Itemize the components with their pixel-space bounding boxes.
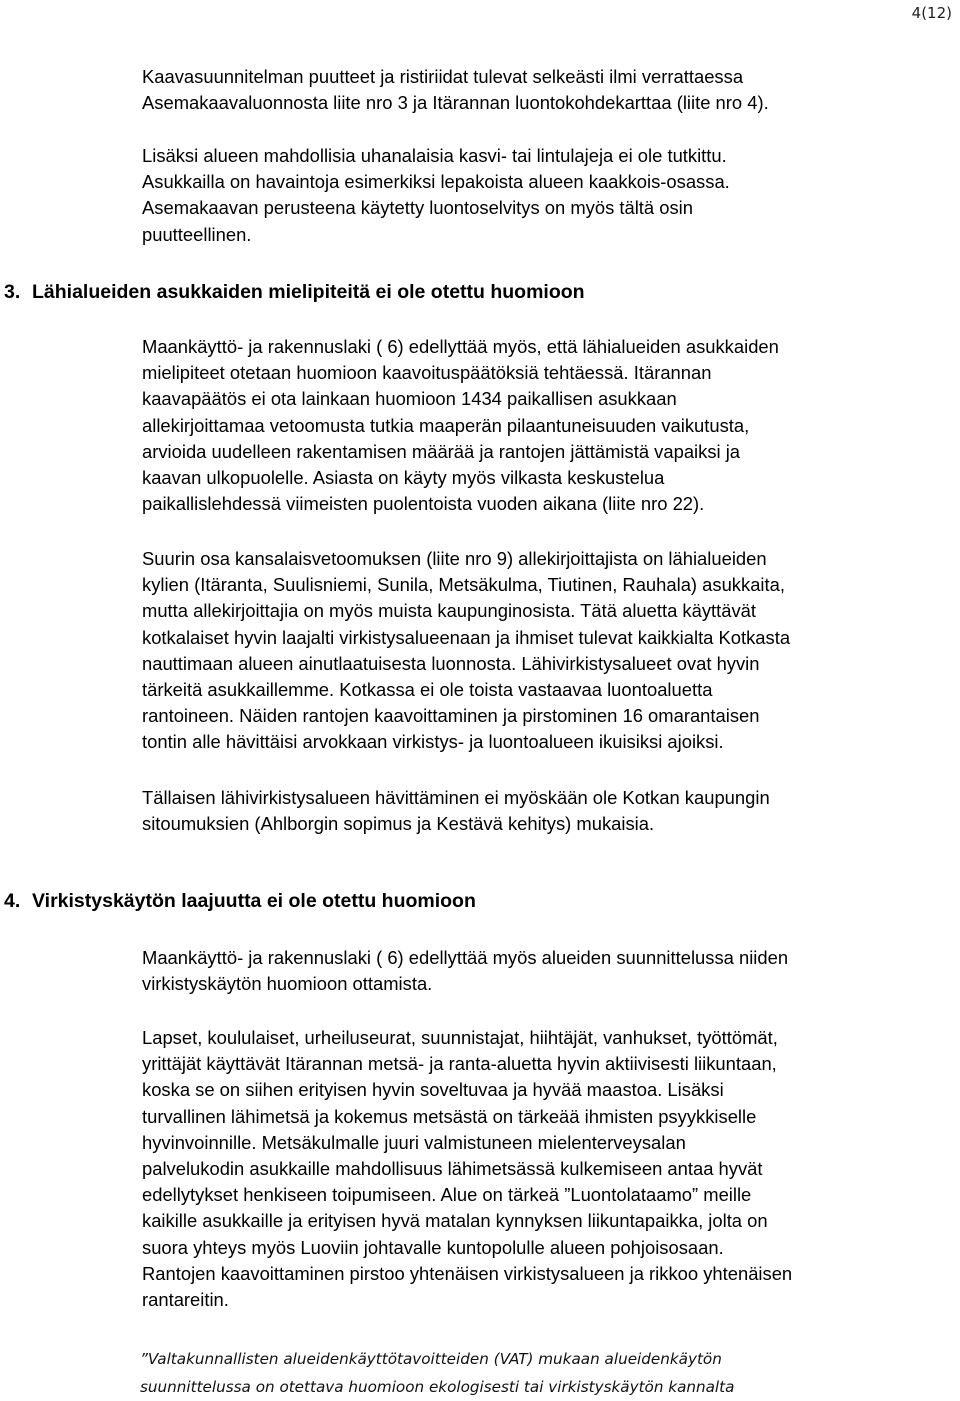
text-line: allekirjoittamaa vetoomusta tutkia maaperän pilaantuneisuuden vaikutusta, bbox=[142, 414, 750, 436]
text-line: Lapset, koululaiset, urheiluseurat, suunnistajat, hiihtäjät, vanhukset, työttömät, bbox=[142, 1027, 778, 1048]
text-line: suora yhteys myös Luoviin johtavalle kuntopolulle alueen pohjoisosaan. bbox=[142, 1236, 724, 1258]
text-line: kylien (Itäranta, Suulisniemi, Sunila, Metsäkulma, Tiutinen, Rauhala) asukkaita, bbox=[142, 574, 785, 596]
text-line: ”Valtakunnallisten alueidenkäyttötavoitteiden (VAT) mukaan alueidenkäytön bbox=[140, 1350, 722, 1368]
text-line: rantoineen. Näiden rantojen kaavoittaminen ja pirstominen 16 omarantaisen bbox=[142, 705, 760, 727]
text-line: koska se on siihen erityisen hyvin soveltuvaa ja hyvää maastoa. Lisäksi bbox=[142, 1079, 724, 1101]
text-line: sitoumuksien (Ahlborgin sopimus ja Kestävä kehitys) mukaisia. bbox=[142, 813, 655, 835]
text-line: kaavapäätös ei ota lainkaan huomioon 1434 paikallisen asukkaan bbox=[142, 388, 677, 410]
text-line: rantareitin. bbox=[142, 1289, 229, 1311]
section-4-paragraph-1 bbox=[142, 945, 957, 997]
intro-paragraph-1 bbox=[142, 64, 957, 116]
text-line: Asemakaavan perusteena käytetty luontoselvitys on myös tältä osin bbox=[142, 197, 693, 219]
intro-paragraph-2 bbox=[142, 143, 957, 248]
section-3-paragraph-3 bbox=[142, 785, 957, 837]
text-line: turvallinen lähimetsä ja kokemus metsästä on tärkeää ihmisten psyykkiselle bbox=[142, 1105, 757, 1127]
text-line: yrittäjät käyttävät Itärannan metsä- ja ranta-aluetta hyvin aktiivisesti liikuntaan, bbox=[142, 1053, 777, 1075]
page-number: 4(12) bbox=[911, 4, 952, 22]
text-line: kaikille asukkaille ja erityisen hyvä matalan kynnyksen liikuntapaikka, jolta on bbox=[142, 1210, 768, 1232]
text-line: paikallislehdessä viimeisten puolentoista vuoden aikana (liite nro 22). bbox=[142, 493, 705, 515]
text-line: mutta allekirjoittajia on myös muista kaupunginosista. Tätä aluetta käyttävät bbox=[142, 600, 757, 622]
text-line: puutteellinen. bbox=[142, 223, 252, 245]
text-line: hyvinvoinnille. Metsäkulmalle juuri valmistuneen mielenterveysalan bbox=[142, 1131, 686, 1153]
text-line: Maankäyttö- ja rakennuslaki ( 6) edellyttää myös alueiden suunnittelussa niiden bbox=[142, 947, 789, 968]
text-line: tontin alle hävittäisi arvokkaan virkistys- ja luontoalueen ikuisiksi ajoiksi. bbox=[142, 731, 724, 753]
section-number: 4. bbox=[4, 890, 21, 912]
text-line: kaavan ulkopuolelle. Asiasta on käyty myös vilkasta keskustelua bbox=[142, 467, 665, 489]
section-title: Lähialueiden asukkaiden mielipiteitä ei ole otettu huomioon bbox=[32, 281, 585, 303]
footnote-quote bbox=[140, 1345, 940, 1401]
text-line: tärkeitä asukkaillemme. Kotkassa ei ole toista vastaavaa luontoaluetta bbox=[142, 679, 713, 701]
text-line: Kaavasuunnitelman puutteet ja ristiriidat tulevat selkeästi ilmi verrattaessa bbox=[142, 66, 744, 87]
text-line: nauttimaan alueen ainutlaatuisesta luonnosta. Lähivirkistysalueet ovat hyvin bbox=[142, 652, 760, 674]
section-4-paragraph-2 bbox=[142, 1025, 957, 1313]
section-number: 3. bbox=[4, 281, 21, 303]
section-3-heading bbox=[4, 281, 585, 304]
text-line: edellytykset henkiseen toipumiseen. Alue on tärkeä ”Luontolataamo” meille bbox=[142, 1184, 752, 1206]
text-line: Asukkailla on havaintoja esimerkiksi lepakoista alueen kaakkois-osassa. bbox=[142, 171, 730, 193]
text-line: Rantojen kaavoittaminen pirstoo yhtenäisen virkistysalueen ja rikkoo yhtenäisen bbox=[142, 1262, 793, 1284]
text-line: Tällaisen lähivirkistysalueen hävittäminen ei myöskään ole Kotkan kaupungin bbox=[142, 787, 770, 808]
text-line: Suurin osa kansalaisvetoomuksen (liite nro 9) allekirjoittajista on lähialueiden bbox=[142, 548, 767, 569]
text-line: mielipiteet otetaan huomioon kaavoituspäätöksiä tehtäessä. Itärannan bbox=[142, 362, 712, 384]
text-line: Asemakaavaluonnosta liite nro 3 ja Itärannan luontokohdekarttaa (liite nro 4). bbox=[142, 92, 769, 114]
text-line: kotkalaiset hyvin laajalti virkistysalueenaan ja ihmiset tulevat kaikkialta Kotkasta bbox=[142, 626, 791, 648]
section-title: Virkistyskäytön laajuutta ei ole otettu huomioon bbox=[32, 890, 476, 912]
text-line: suunnittelussa on otettava huomioon ekologisesti tai virkistyskäytön kannalta bbox=[140, 1378, 735, 1396]
text-line: palvelukodin asukkaille mahdollisuus lähimetsässä kulkemiseen antaa hyvät bbox=[142, 1158, 763, 1180]
text-line: Lisäksi alueen mahdollisia uhanalaisia kasvi- tai lintulajeja ei ole tutkittu. bbox=[142, 145, 727, 166]
text-line: arvioida uudelleen rakentamisen määrää ja rantojen jättämistä vapaiksi ja bbox=[142, 440, 741, 462]
section-3-paragraph-1 bbox=[142, 334, 957, 517]
text-line: virkistyskäytön huomioon ottamista. bbox=[142, 973, 433, 995]
section-3-paragraph-2 bbox=[142, 546, 957, 756]
section-4-heading bbox=[4, 890, 476, 913]
text-line: Maankäyttö- ja rakennuslaki ( 6) edellyttää myös, että lähialueiden asukkaiden bbox=[142, 336, 779, 357]
